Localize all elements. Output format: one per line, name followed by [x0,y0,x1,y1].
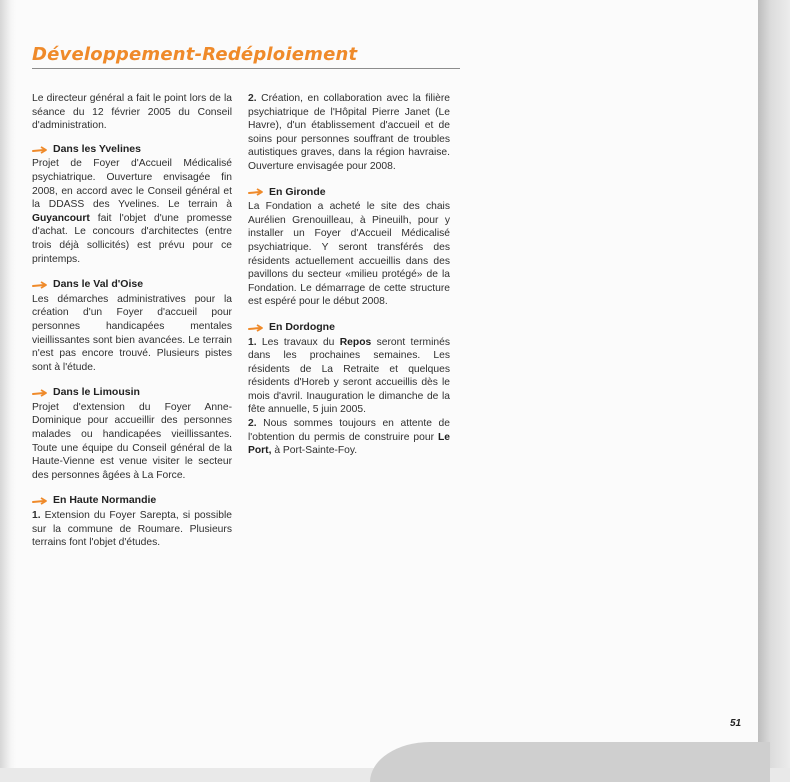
section-heading [32,494,232,508]
place-name: Le Port, [248,431,450,457]
section-body [32,509,232,550]
section-dordogne [248,321,450,458]
section-body [248,336,450,418]
arrow-icon [32,497,48,505]
page-number: 51 [730,718,742,729]
section-heading-text: En Gironde [269,185,326,198]
right-column [248,92,450,470]
body-text: Les travaux du [256,336,340,348]
page-edge-shadow [758,0,790,768]
item-number: 2. [248,93,257,104]
arrow-icon [32,146,48,154]
section-haute-normandie-cont [248,92,450,174]
section-haute-normandie [32,494,232,549]
section-gironde [248,186,450,309]
page-title: Développement-Redéploiement [32,44,358,65]
section-heading-text: En Dordogne [269,320,335,333]
page-curl-shadow [370,742,770,782]
section-heading [32,386,232,400]
left-column [32,92,232,562]
section-heading [32,278,232,292]
section-body: Les démarches administratives pour la création d'un Foyer d'accueil pour personnes handicapées mentales vieillissantes sont bien avancées. Le terrain n'est pas encore trouvé. Plusieurs pistes sont à l'étude. [32,293,232,373]
body-text: seront terminés dans les prochaines semaines. Les résidents de La Retraite et quelques résidents d'Horeb y seront accueillis dès le mois d'avril. Inauguration le dimanche de la fête annuelle, 5 juin 2005. [248,336,450,416]
section-body [32,157,232,266]
section-body [248,92,450,174]
place-name: Repos [339,336,372,348]
body-text: Création, en collaboration avec la filière psychiatrique de l'Hôpital Pierre Janet (Le Havre), d'un établissement d'accueil et de soins pour personnes souffrant de troubles autistiques graves, dans la région havraise. Ouverture envisagée pour 2008. [248,93,450,172]
intro-paragraph: Le directeur général a fait le point lors de la séance du 12 février 2005 du Conseil d'administration. [32,93,232,132]
arrow-icon [248,188,264,196]
body-text: Nous sommes toujours en attente de l'obtention du permis de construire pour [248,418,450,443]
body-text: à Port-Sainte-Foy. [271,445,358,457]
body-text: Projet de Foyer d'Accueil Médicalisé psychiatrique. Ouverture envisagée fin 2008, en accord avec le Conseil général et la DDASS des Yvelines. Le terrain à [32,158,232,211]
section-body [248,417,450,458]
arrow-icon [32,281,48,289]
book-spine-shadow [0,0,16,768]
section-val-doise [32,278,232,374]
item-number: 1. [32,510,41,522]
section-heading-text: Dans le Val d'Oise [53,278,144,291]
section-heading-text: Dans le Limousin [53,386,140,399]
section-heading-text: En Haute Normandie [53,494,157,507]
section-yvelines [32,143,232,266]
section-heading [32,143,232,157]
section-heading-text: Dans les Yvelines [53,142,141,155]
section-heading [248,321,450,335]
item-number: 2. [248,418,257,430]
arrow-icon [248,324,264,332]
body-text: Extension du Foyer Sarepta, si possible sur la commune de Roumare. Plusieurs terrains font l'objet d'études. [32,510,232,549]
body-text: fait l'objet d'une promesse d'achat. Le concours d'architectes (entre trois déjà sollicités) est prévu pour ce printemps. [32,212,232,265]
section-limousin [32,386,232,482]
place-name: Guyancourt [32,212,90,224]
title-underline [32,68,460,69]
item-number: 1. [248,336,257,348]
arrow-icon [32,389,48,397]
section-body: La Fondation a acheté le site des chais Aurélien Grenouilleau, à Pineuilh, pour y installer un Foyer d'Accueil Médicalisé psychiatrique. Y seront transférés des résidents actuellement accueillis dans des pavillons du secteur «milieu protégé» de la Fondation. Le démarrage de cette structure est espéré pour le début 2008. [248,201,450,308]
section-heading [248,186,450,200]
section-body: Projet d'extension du Foyer Anne-Dominique pour accueillir des personnes malades ou handicapées vieillissantes. Toute une équipe du Conseil général de la Haute-Vienne est venue visiter le secteur des personnes âgées à La Force. [32,401,232,481]
